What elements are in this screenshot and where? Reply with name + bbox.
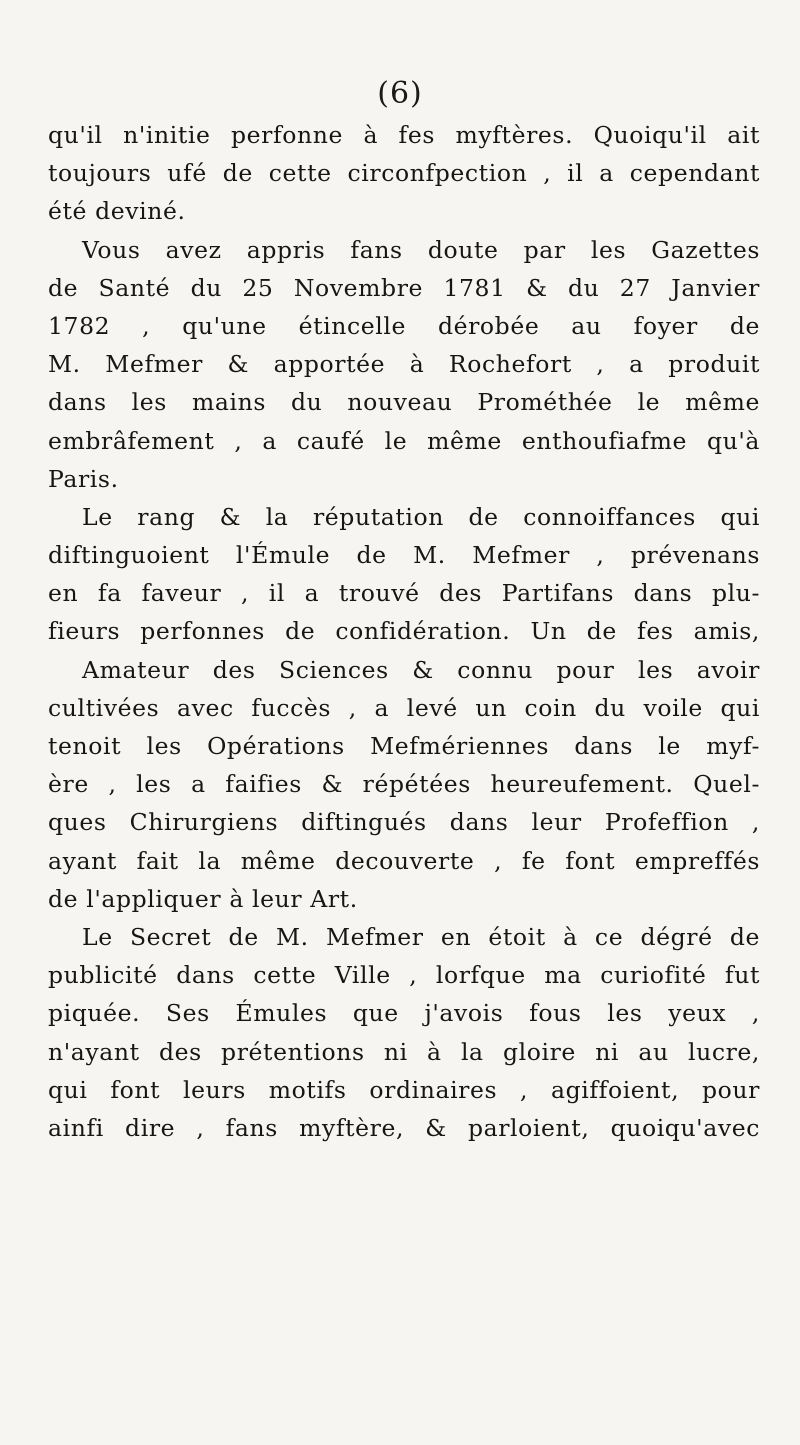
- text-line: tenoit les Opérations Mefmériennes dans le myf-: [48, 732, 760, 760]
- text-line: Le Secret de M. Mefmer en étoit à ce dégré de: [82, 922, 760, 951]
- text-line: toujours ufé de cette circonfpection , il a cependant: [48, 159, 760, 188]
- text-line: fieurs perfonnes de confidération. Un de fes amis,: [48, 617, 760, 646]
- text-line: M. Mefmer & apportée à Rochefort , a produit: [48, 350, 760, 379]
- text-line: en fa faveur , il a trouvé des Partifans dans plu-: [48, 579, 760, 608]
- text-line: ayant fait la même decouverte , fe font empreffés: [48, 846, 760, 875]
- text-line: été deviné.: [48, 197, 186, 226]
- text-line: ainfi dire , fans myftère, & parloient, quoiqu'avec: [48, 1113, 760, 1142]
- text-line: de Santé du 25 Novembre 1781 & du 27 Janvier: [48, 273, 760, 302]
- text-line: Paris.: [48, 464, 119, 493]
- page-number: (6): [377, 76, 423, 111]
- text-line: publicité dans cette Ville , lorfque ma curiofité fut: [48, 961, 760, 990]
- text-line: piquée. Ses Émules que j'avois fous les yeux ,: [48, 999, 760, 1028]
- text-line: 1782 , qu'une étincelle dérobée au foyer de: [48, 311, 760, 340]
- text-line: Amateur des Sciences & connu pour les avoir: [82, 655, 760, 684]
- text-line: de l'appliquer à leur Art.: [48, 884, 358, 913]
- text-line: ère , les a faifies & répétées heureufement. Quel-: [48, 770, 760, 799]
- text-line: qu'il n'initie perfonne à fes myftères. Quoiqu'il ait: [48, 121, 760, 149]
- text-line: ques Chirurgiens diftingués dans leur Profeffion ,: [48, 808, 760, 837]
- text-line: n'ayant des prétentions ni à la gloire ni au lucre,: [48, 1037, 760, 1066]
- text-line: Le rang & la réputation de connoiffances qui: [82, 502, 760, 531]
- text-line: embrâfement , a caufé le même enthoufiafme qu'à: [48, 426, 760, 455]
- text-line: Vous avez appris fans doute par les Gazettes: [82, 235, 760, 264]
- text-line: qui font leurs motifs ordinaires , agiffoient, pour: [48, 1075, 760, 1104]
- text-line: dans les mains du nouveau Prométhée le même: [48, 388, 760, 417]
- text-line: cultivées avec fuccès , a levé un coin du voile qui: [48, 693, 760, 722]
- text-line: diftinguoient l'Émule de M. Mefmer , prévenans: [48, 541, 760, 570]
- body-text: [48, 116, 760, 1147]
